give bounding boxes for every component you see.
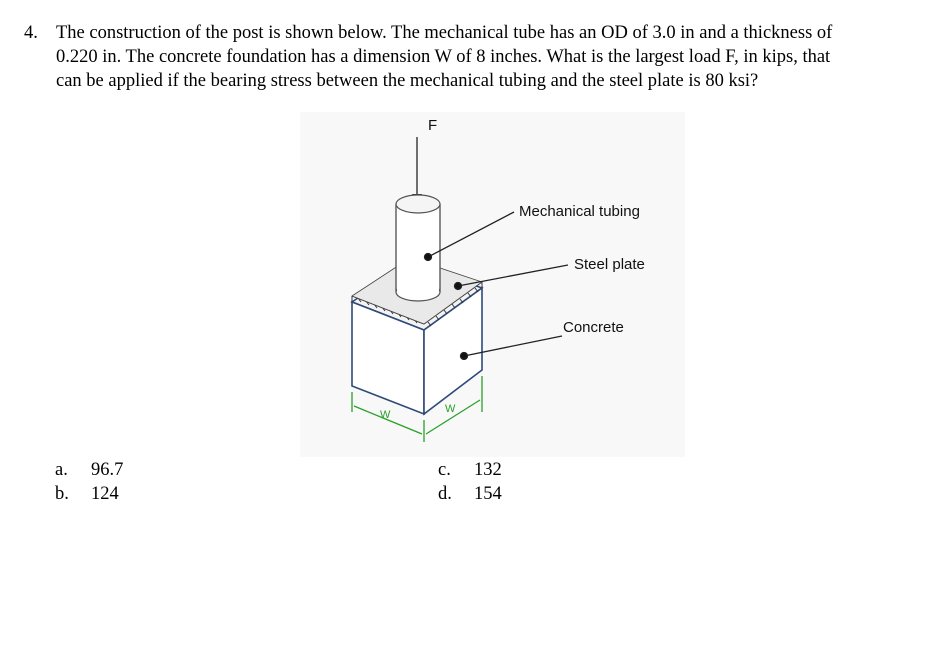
question-number: 4. [24, 23, 38, 43]
choice-letter: a. [55, 460, 68, 480]
question-line-1: The construction of the post is shown below. The mechanical tube has an OD of 3.0 in and a thickness of [56, 23, 833, 43]
concrete-label: Concrete [563, 319, 624, 336]
force-label: F [428, 117, 438, 134]
choice-letter: d. [438, 484, 452, 504]
tubing-label: Mechanical tubing [519, 203, 640, 220]
mechanical-tube [396, 195, 440, 301]
plate-label: Steel plate [574, 256, 645, 273]
choice-letter: b. [55, 484, 69, 504]
question-line-3: can be applied if the bearing stress between the mechanical tubing and the steel plate is 80 ksi? [56, 71, 759, 91]
question-line-2: 0.220 in. The concrete foundation has a dimension W of 8 inches. What is the largest load F, in kips, that [56, 47, 831, 67]
dimension-label-right: W [445, 403, 456, 415]
post-construction-figure [300, 112, 690, 457]
choice-value: 154 [474, 484, 502, 504]
choice-value: 96.7 [91, 460, 124, 480]
dimension-label-left: W [380, 409, 391, 421]
choice-value: 124 [91, 484, 119, 504]
figure-background [300, 112, 685, 457]
choice-letter: c. [438, 460, 451, 480]
choice-value: 132 [474, 460, 502, 480]
